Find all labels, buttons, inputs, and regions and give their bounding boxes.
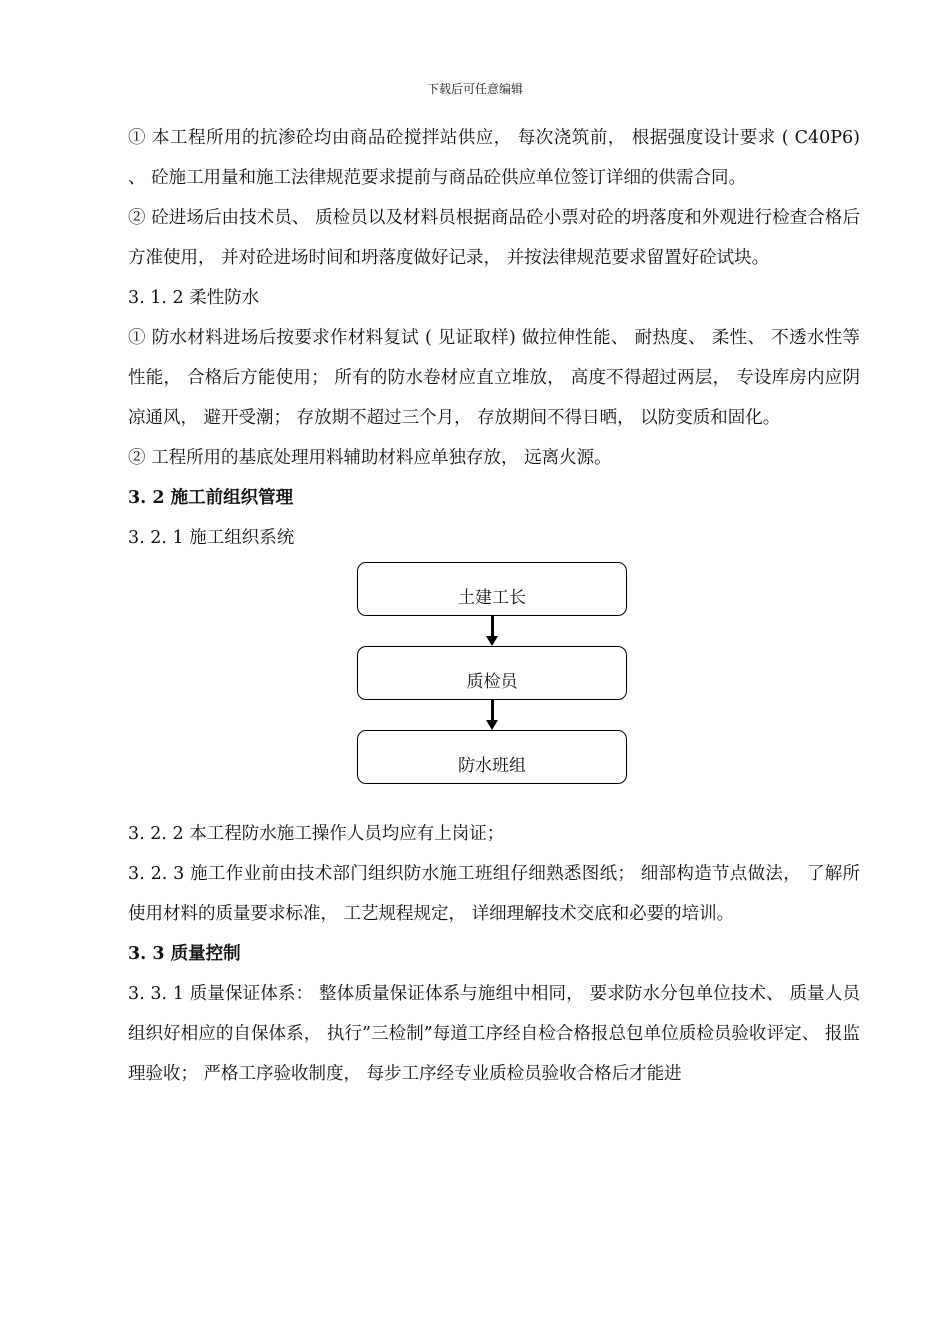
paragraph-waterproof-material: ① 防水材料进场后按要求作材料复试 ( 见证取样) 做拉伸性能、 耐热度、 柔性、 不透水性等性能， 合格后方能使用； 所有的防水卷材应直立堆放， 高度不得超过两层， 专设库房内应阴凉通风， 避开受潮； 存放期不超过三个月， 存放期间不得日晒， 以防变质和固化。 [128, 328, 860, 428]
flowchart-box-waterproof-team: 防水班组 [357, 730, 627, 784]
paragraph-auxiliary-material: ② 工程所用的基底处理用料辅助材料应单独存放， 远离火源。 [128, 448, 612, 468]
paragraph-3-2-3: 3. 2. 3 施工作业前由技术部门组织防水施工班组仔细熟悉图纸； 细部构造节点做法， 了解所使用材料的质量要求标准， 工艺规程规定， 详细理解技术交底和必要的培训。 [128, 864, 860, 924]
section-heading-3-1-2: 3. 1. 2 柔性防水 [128, 288, 260, 308]
document-body [128, 118, 860, 1094]
section-heading-3-2: 3. 2 施工前组织管理 [128, 488, 294, 508]
section-heading-3-3: 3. 3 质量控制 [128, 944, 241, 964]
paragraph-concrete-supply: ① 本工程所用的抗渗砼均由商品砼搅拌站供应， 每次浇筑前， 根据强度设计要求 ( C40P6) 、 砼施工用量和施工法律规范要求提前与商品砼供应单位签订详细的供需合同。 [128, 128, 860, 188]
paragraph-concrete-inspection: ② 砼进场后由技术员、 质检员以及材料员根据商品砼小票对砼的坍落度和外观进行检查合格后方准使用， 并对砼进场时间和坍落度做好记录， 并按法律规范要求留置好砼试块。 [128, 208, 860, 268]
page-header: 下载后可任意编辑 [426, 82, 523, 96]
section-heading-3-2-1: 3. 2. 1 施工组织系统 [128, 528, 295, 548]
paragraph-3-2-2: 3. 2. 2 本工程防水施工操作人员均应有上岗证； [128, 824, 505, 844]
paragraph-3-3-1: 3. 3. 1 质量保证体系： 整体质量保证体系与施组中相同， 要求防水分包单位技术、 质量人员组织好相应的自保体系， 执行”三检制”每道工序经自检合格报总包单位质检员验收评定、 报监理验收； 严格工序验收制度， 每步工序经专业质检员验收合格后才能进 [128, 984, 860, 1084]
flowchart-box-foreman: 土建工长 [357, 562, 627, 616]
organization-flowchart [128, 562, 860, 798]
flowchart-box-inspector: 质检员 [357, 646, 627, 700]
